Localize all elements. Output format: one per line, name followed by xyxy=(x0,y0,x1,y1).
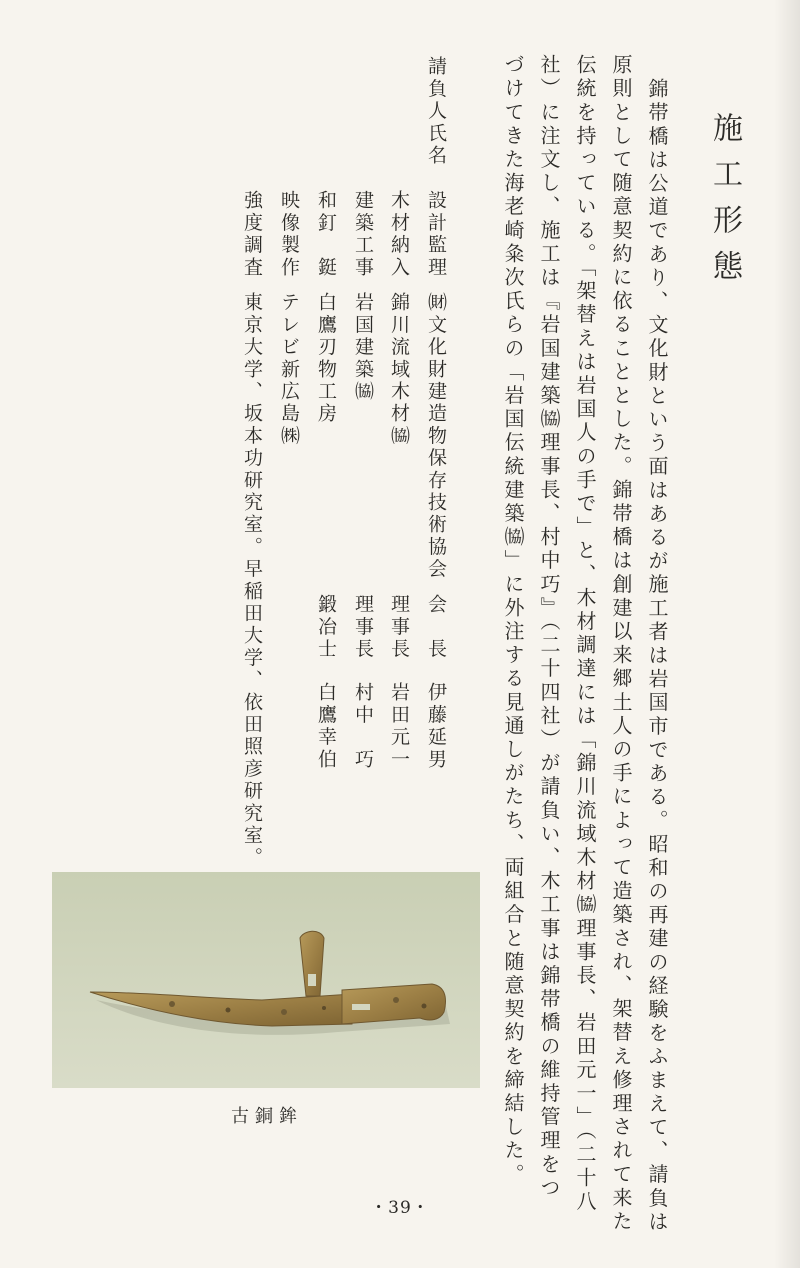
entry-role-2: 木材納入 xyxy=(388,190,410,279)
entry-org-5: テレビ新広島㈱ xyxy=(278,292,300,448)
entry-org-2: 錦川流域木材㈿ xyxy=(388,292,410,448)
body-line-5: づけてきた海老崎粂次氏らの「岩国伝統建築㈿」に外注する見通しがたち、両組合と随意契約を締結した。 xyxy=(501,54,525,1187)
entry-role-6: 強度調査 xyxy=(241,190,263,279)
section-title: 施工形態 xyxy=(707,112,742,296)
body-line-2: 原則として随意契約に依ることとした。錦帯橋は創建以来郷土人の手によって造築され、架替え修理されて来た xyxy=(609,54,633,1234)
entry-name-2: 岩田元一 xyxy=(388,682,410,771)
entry-org-4: 白鷹刃物工房 xyxy=(315,292,337,426)
page-number: ・39・ xyxy=(370,1198,430,1218)
entry-role-3: 建築工事 xyxy=(352,190,374,279)
entry-name-3: 村中 巧 xyxy=(352,682,374,771)
photo-caption: 古銅鉾 xyxy=(231,1106,303,1127)
entry-org-6: 東京大学、坂本功研究室。早稲田大学、依田照彦研究室。 xyxy=(241,292,263,870)
entry-role-1: 設計監理 xyxy=(425,190,447,279)
contractors-heading: 請負人氏名 xyxy=(425,56,447,167)
entry-title-3: 理事長 xyxy=(352,594,374,661)
entry-org-1: ㈶文化財建造物保存技術協会 xyxy=(425,292,447,581)
bronze-halberd-image xyxy=(52,872,480,1088)
entry-role-4: 和釘 鋌 xyxy=(315,190,337,279)
body-line-1: 錦帯橋は公道であり、文化財という面はあるが施工者は岩国市である。昭和の再建の経験をふまえて、請負は xyxy=(645,78,669,1235)
body-line-3: 伝統を持っている。「架替えは岩国人の手で」と、木材調達には「錦川流域木材㈿理事長、岩田元一」（二十八 xyxy=(573,54,597,1214)
entry-title-4: 鍛冶士 xyxy=(315,594,337,661)
entry-org-3: 岩国建築㈿ xyxy=(352,292,374,403)
bronze-halberd-photo xyxy=(52,872,480,1088)
body-line-4: 社）に注文し、施工は『岩国建築㈿理事長、村中巧』（二十四社）が請負い、木工事は錦帯橋の維持管理をつ xyxy=(537,54,561,1201)
entry-title-1: 会 長 xyxy=(425,594,447,661)
entry-name-1: 伊藤延男 xyxy=(425,682,447,771)
entry-name-4: 白鷹幸伯 xyxy=(315,682,337,771)
page-edge-shadow xyxy=(774,0,800,1268)
entry-role-5: 映像製作 xyxy=(278,190,300,279)
entry-title-2: 理事長 xyxy=(388,594,410,661)
